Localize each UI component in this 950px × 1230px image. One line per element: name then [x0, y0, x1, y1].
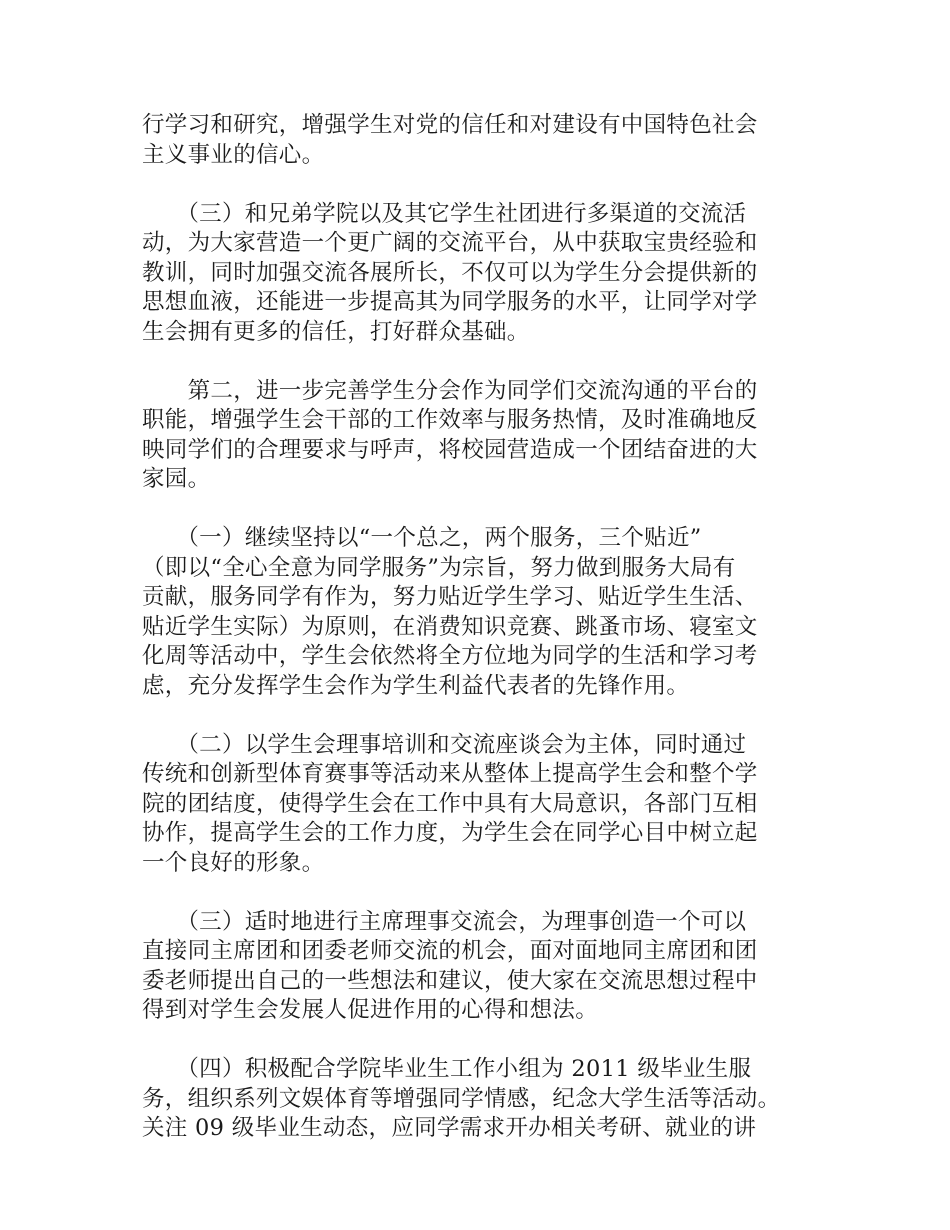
text-line: 第二，进一步完善学生分会作为同学们交流沟通的平台的: [142, 377, 758, 404]
text-line: 虑，充分发挥学生会作为学生利益代表者的先锋作用。: [142, 672, 690, 699]
text-line: 行学习和研究，增强学生对党的信任和对建设有中国特色社会: [142, 112, 758, 138]
paragraph: [142, 111, 818, 170]
text-line: 直接同主席团和团委老师交流的机会，面对面地同主席团和团: [142, 938, 758, 964]
document-body: [142, 111, 818, 1173]
paragraph: [142, 1055, 818, 1144]
text-line: 委老师提出自己的一些想法和建议，使大家在交流思想过程中: [142, 967, 758, 994]
paragraph: [142, 200, 818, 348]
text-line: （三）和兄弟学院以及其它学生社团进行多渠道的交流活: [142, 200, 747, 227]
text-line: 思想血液，还能进一步提高其为同学服务的水平，让同学对学: [142, 289, 758, 315]
text-line: 贡献，服务同学有作为，努力贴近学生学习、贴近学生生活、: [142, 584, 758, 610]
text-line: 教训，同时加强交流各展所长，不仅可以为学生分会提供新的: [142, 259, 758, 286]
text-line: （四）积极配合学院毕业生工作小组为 2011 级毕业生服: [142, 1056, 752, 1082]
text-line: 家园。: [142, 466, 211, 492]
text-line: 协作，提高学生会的工作力度，为学生会在同学心目中树立起: [142, 820, 758, 846]
text-line: （即以“全心全意为同学服务”为宗旨，努力做到服务大局有: [142, 554, 736, 581]
text-line: 务，组织系列文娱体育等增强同学情感，纪念大学生活等活动。: [142, 1085, 781, 1112]
text-line: 一个良好的形象。: [142, 849, 325, 876]
text-line: （三）适时地进行主席理事交流会，为理事创造一个可以: [142, 908, 747, 935]
text-line: 贴近学生实际）为原则，在消费知识竞赛、跳蚤市场、寝室文: [142, 613, 758, 640]
text-line: 主义事业的信心。: [142, 141, 325, 168]
text-line: 映同学们的合理要求与呼声，将校园营造成一个团结奋进的大: [142, 436, 758, 463]
paragraph: [142, 377, 818, 495]
paragraph: [142, 524, 818, 701]
text-line: （二）以学生会理事培训和交流座谈会为主体，同时通过: [142, 731, 747, 758]
text-line: （一）继续坚持以“一个总之，两个服务，三个贴近”: [142, 525, 702, 551]
text-line: 院的团结度，使得学生会在工作中具有大局意识，各部门互相: [142, 790, 758, 817]
text-line: 职能，增强学生会干部的工作效率与服务热情，及时准确地反: [142, 407, 758, 433]
text-line: 得到对学生会发展人促进作用的心得和想法。: [142, 997, 599, 1023]
paragraph: [142, 908, 818, 1026]
text-line: 关注 09 级毕业生动态，应同学需求开办相关考研、就业的讲: [142, 1115, 757, 1141]
text-line: 传统和创新型体育赛事等活动来从整体上提高学生会和整个学: [142, 761, 758, 787]
text-line: 生会拥有更多的信任，打好群众基础。: [142, 318, 530, 345]
paragraph: [142, 731, 818, 879]
text-line: 动，为大家营造一个更广阔的交流平台，从中获取宝贵经验和: [142, 230, 758, 256]
text-line: 化周等活动中，学生会依然将全方位地为同学的生活和学习考: [142, 643, 758, 669]
